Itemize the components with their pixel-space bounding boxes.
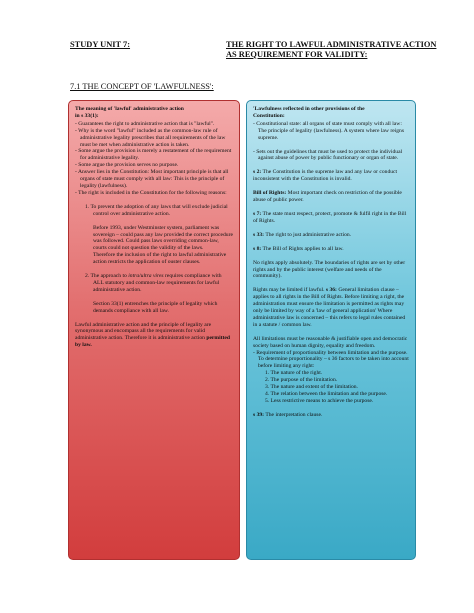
s33-label: s 33:	[253, 231, 265, 238]
s8-entry	[253, 246, 409, 253]
right-heading	[253, 106, 409, 120]
s36-text: General limitation clause – applies to all rights in the Bill of Rights. Before limiting a right, the administration must ensure the limitation is permitted as rights may only be limited by way of a 'law of general application' Where administrative law is concerned – this refers to legal rules contained in a statute / common law.	[253, 287, 406, 328]
s2-text: The Constitution is the supreme law and any law or conduct inconsistent with the Constitution is invalid.	[253, 169, 398, 183]
left-heading-line1: The meaning of 'lawful' administrative action	[75, 106, 184, 112]
constitution-provisions-box	[246, 100, 416, 560]
s33-entry	[253, 232, 409, 239]
closing-text: Lawful administrative action and the principle of legality are synonymous and encompass all the requirements for valid administrative action. Therefore it is administrative action	[75, 321, 212, 342]
factor-item: 4. The relation between the limitation and the purpose.	[265, 391, 388, 397]
constitutional-state-bullet: - Constitutional state: all organs of state must comply with all law: The principle of legality (lawfulness). A system where law reigns supreme.	[253, 120, 405, 141]
reason-1-history: Before 1993, under Westminster system, parliament was sovereign – could pass any law provided the correct procedure was followed. Could pass laws overriding common-law, courts could not question the validity of the laws.	[93, 224, 233, 252]
s2-label: s 2:	[253, 169, 262, 176]
header-spacer	[70, 50, 226, 60]
reason-1-conclusion: Therefore the inclusion of the right to lawful administrative action restricts the application of ouster clauses.	[93, 252, 227, 266]
factor-item: 3. The nature and extent of the limitation.	[265, 384, 358, 391]
reasonable-limits: All limitations must be reasonable & justifiable open and democratic society based on human dignity, equality and freedom.	[253, 335, 408, 349]
unit-title-line1: THE RIGHT TO LAWFUL ADMINISTRATIVE ACTION	[226, 40, 437, 49]
s7-label: s 7:	[253, 210, 262, 217]
no-absolute-rights: No rights apply absolutely. The boundaries of rights are set by other rights and by the public interest (welfare and needs of the community).	[253, 259, 406, 280]
right-heading-line1: 'Lawfulness reflected in other provisions of the	[253, 106, 365, 112]
study-unit-label: STUDY UNIT 7:	[70, 40, 131, 49]
reason-1: 1. To prevent the adoption of any laws that will exclude judicial control over administrative action.	[85, 203, 228, 217]
bor-text: Most important check on restriction of the possible abuse of public power.	[253, 190, 402, 204]
left-closing	[75, 322, 233, 350]
lawful-meaning-box	[68, 100, 240, 560]
s2-entry	[253, 169, 409, 183]
left-bullet: - Some argue the provision serves no purpose.	[75, 162, 179, 169]
factor-item: 5. Less restrictive means to achieve the purpose.	[265, 397, 374, 404]
left-bullet: - Some argue the provision is merely a restatement of the requirement for administrative legality.	[75, 148, 232, 162]
left-bullet: - Guarantees the right to administrative action that is "lawful".	[75, 120, 215, 127]
left-bullet: - Answer lies in the Constitution: Most important principle is that all organs of state must comply with all law: This is the principle of legality (lawfulness).	[75, 169, 229, 189]
right-heading-line2: Constitution:	[253, 112, 285, 119]
left-bullet: - Why is the word "lawful" included as the common-law rule of administrative legality prescribes that all requirements of the law must be met when administrative action is taken.	[75, 127, 226, 148]
section-title: 7.1 THE CONCEPT OF 'LAWFULNESS':	[70, 82, 214, 91]
factor-item: 1. The nature of the right.	[265, 370, 323, 377]
s7-entry	[253, 211, 409, 225]
s36-entry	[253, 287, 409, 328]
left-heading-line2: in s 33(1):	[75, 112, 99, 119]
reason-2-italic: intra/ultra vires	[128, 273, 164, 280]
s8-label: s 8:	[253, 245, 262, 252]
reason-2-post: requires compliance with ALL statutory and common-law requirements for lawful administrative action.	[93, 273, 222, 293]
unit-title-line2: AS REQUIREMENT FOR VALIDITY:	[226, 49, 368, 59]
reason-2	[75, 273, 233, 294]
s39-text: The interpretation clause.	[264, 411, 323, 418]
s39-entry	[253, 412, 409, 419]
s39-label: s 39:	[253, 411, 265, 418]
page-header	[70, 40, 450, 59]
s36-label: s 36:	[325, 287, 337, 294]
proportionality-bullet: - Requirement of proportionality between limitation and the purpose. To determine proportionality – s 36 factors to be taken into account before limiting any right:	[253, 349, 409, 370]
s7-text: The state must respect, protect, promote & fulfil right in the Bill of Rights.	[253, 210, 407, 224]
left-bullet: - The right is included in the Constitution for the following reasons:	[75, 189, 227, 196]
closing-bold: permitted by law.	[75, 335, 230, 349]
s36-pre: Rights may be limited if lawful.	[253, 287, 326, 294]
bill-of-rights-entry	[253, 190, 409, 204]
s33-text: The right to just administrative action.	[264, 231, 352, 238]
bor-label: Bill of Rights:	[253, 190, 287, 197]
s8-text: The Bill of Rights applies to all law.	[261, 245, 344, 252]
factor-item: 2. The purpose of the limitation.	[265, 377, 338, 384]
guidelines-bullet: - Sets out the guidelines that must be used to protect the individual against abuse of power by public functionary or organ of state.	[253, 148, 403, 162]
reason-2-section: Section 33(1) entrenches the principle of legality which demands compliance with all law.	[93, 300, 218, 314]
left-heading	[75, 106, 233, 120]
reason-2-pre: 2. The approach to	[85, 273, 129, 280]
